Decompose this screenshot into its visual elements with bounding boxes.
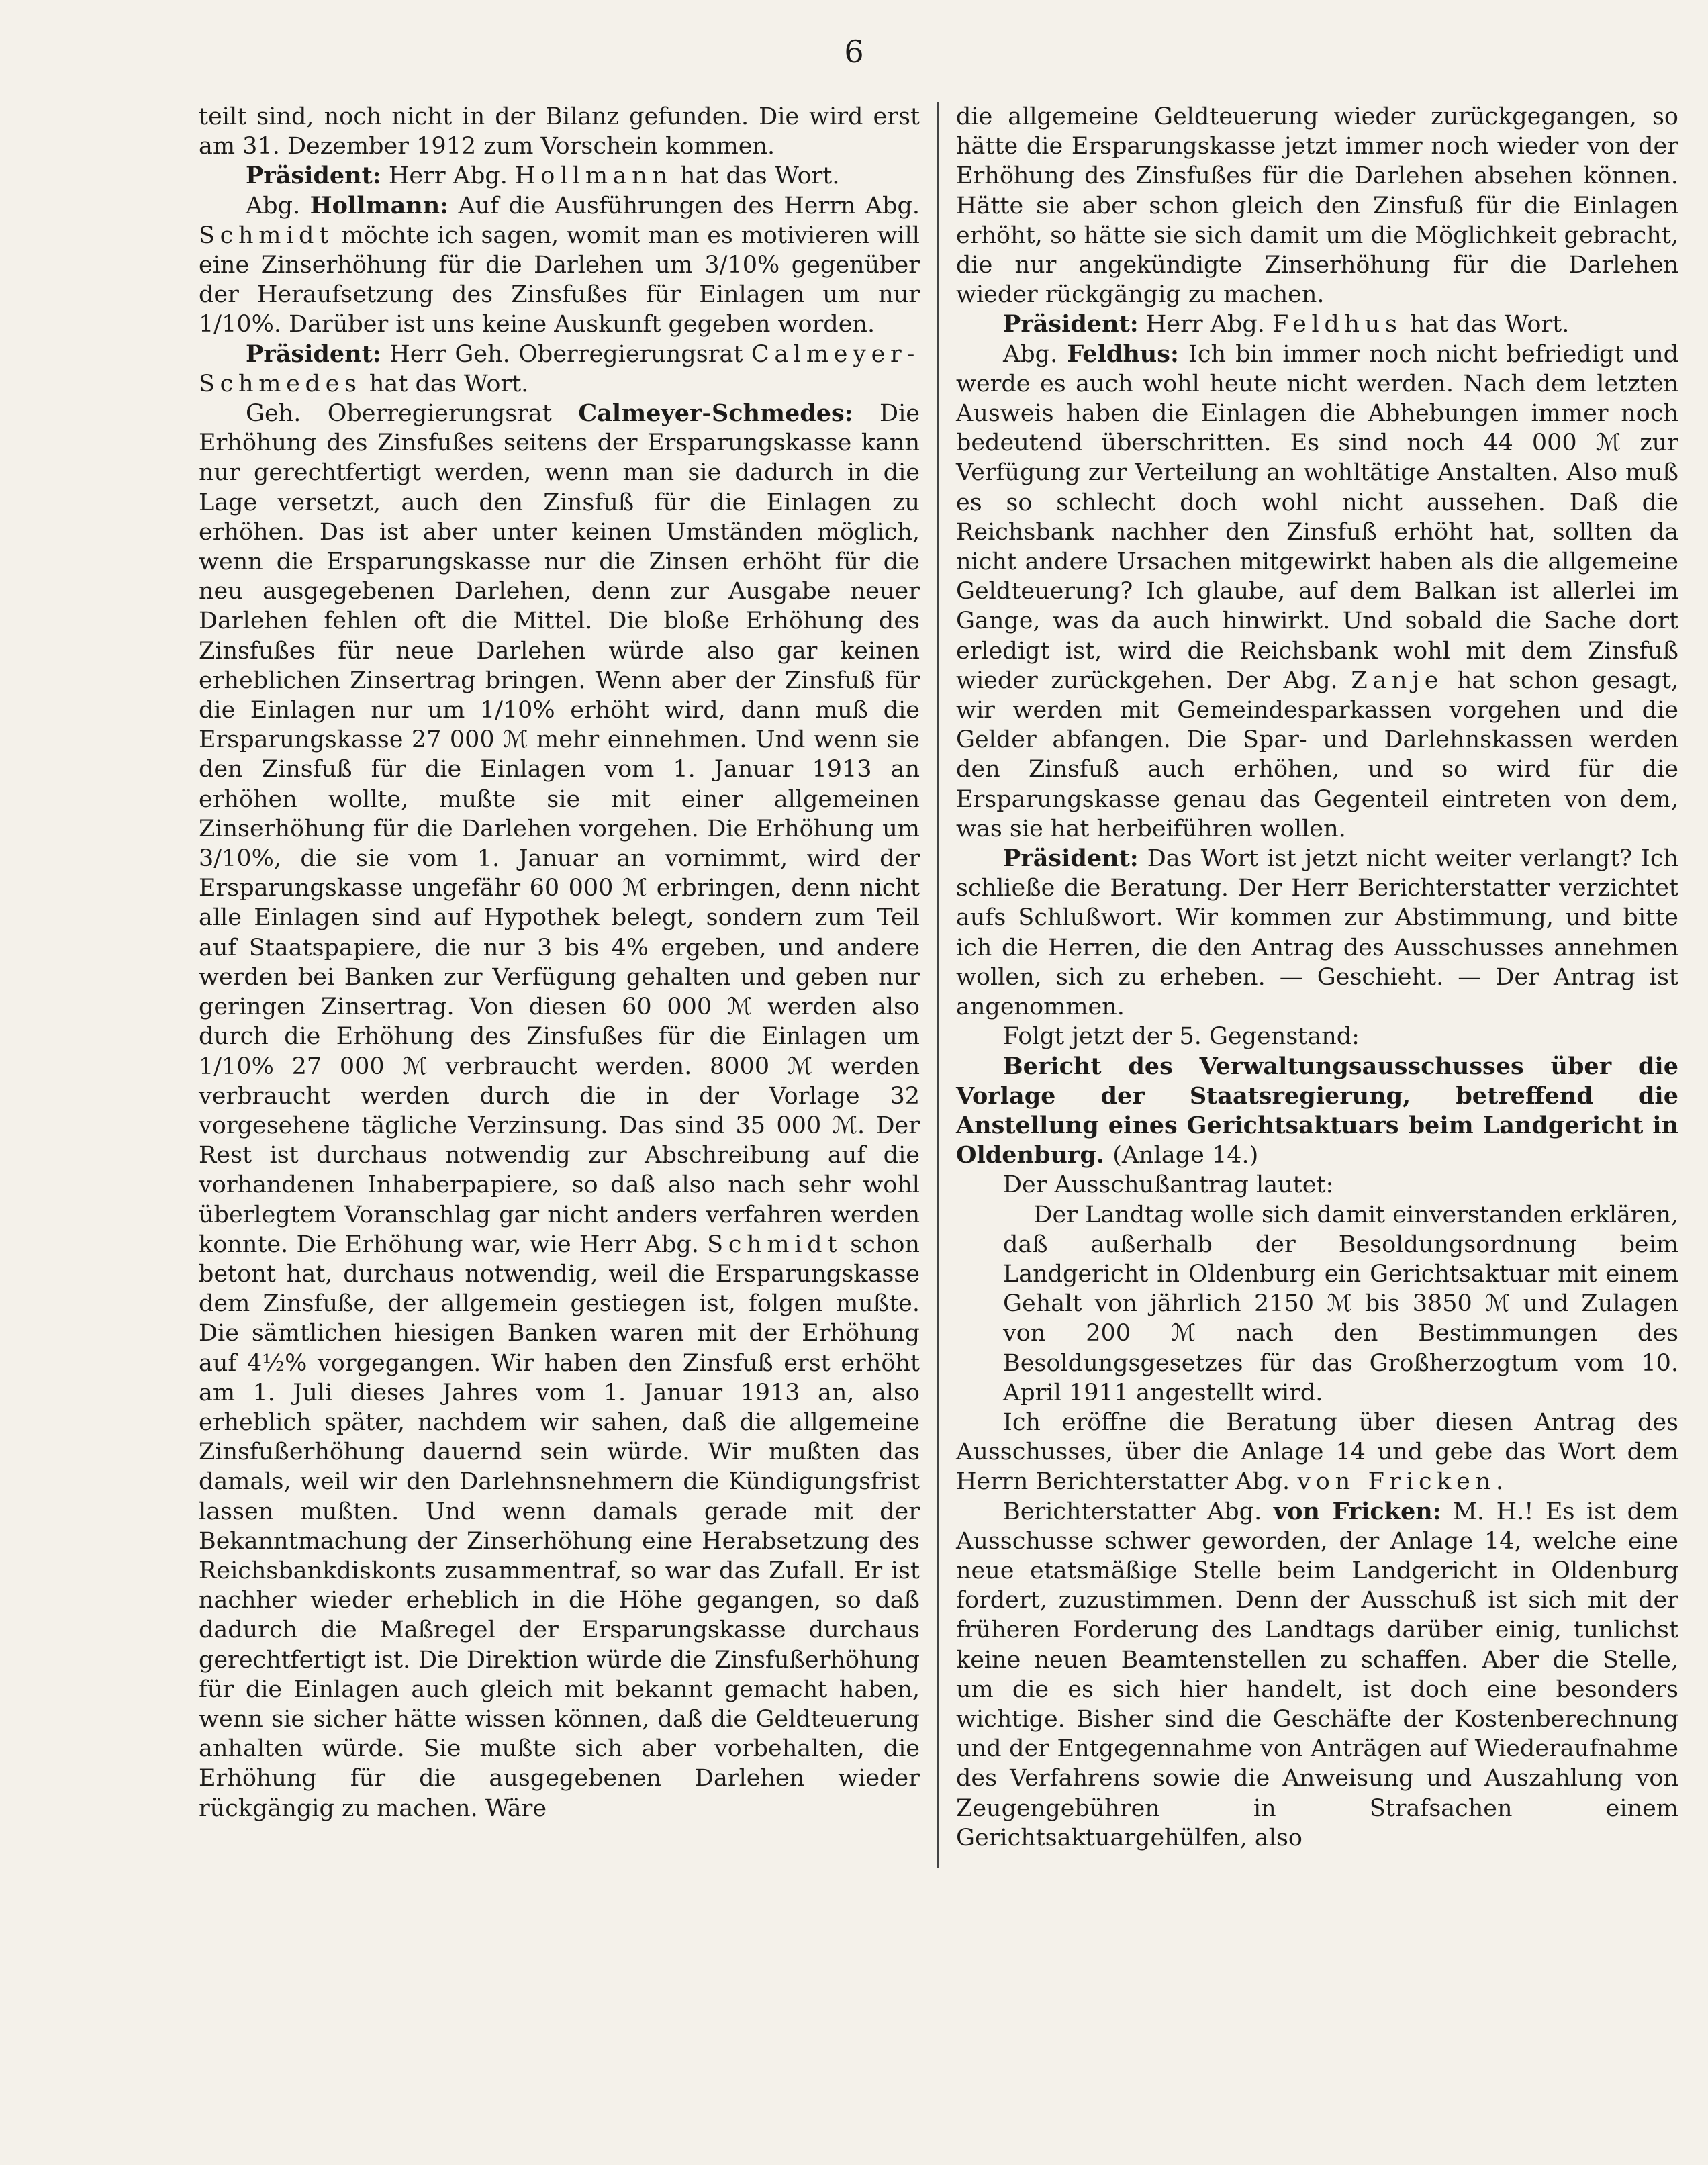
text-span: hat das Wort.: [369, 370, 529, 397]
text-span: hat das Wort.: [679, 162, 840, 190]
paragraph: teilt sind, noch nicht in der Bilanz gefunden. Die wird erst am 31. Dezember 1912 zum Vorschein kommen.: [199, 103, 920, 160]
text-span: 27 000 ℳ verbraucht werden. 8000 ℳ werden verbraucht werden durch die in der Vorlage 32 vorgesehene tägliche Verzinsung. Das sind 35 000 ℳ. Der Rest ist durchaus notwendig zur Abschreibung auf die vorhandenen Inhaberpapiere, so daß also nach sehr wohl überlegtem Voranschlag gar nicht anders verfahren werden konnte. Die Erhöhung war, wie Herr Abg.: [199, 1053, 920, 1258]
paragraph: [956, 844, 1678, 1022]
text-span: die sie vom 1. Januar an vornimmt, wird der Ersparungskasse ungefähr 60 000 ℳ erbringen, denn nicht alle Einlagen sind auf Hypothek belegt, sondern zum Teil auf Staatspapiere, die nur 3 bis 4% ergeben, und andere werden bei Banken zur Verfügung gehalten und geben nur geringen Zinsertrag. Von diesen 60 000 ℳ werden also durch die Erhöhung des Zinsfußes für die Einlagen um: [199, 845, 920, 1051]
right-column: [956, 102, 1678, 1853]
fraction: 1/10%.: [199, 311, 281, 338]
text-span: Herr Abg.: [388, 162, 508, 190]
paragraph: [199, 340, 920, 399]
text-span: Die Erhöhung des Zinsfußes seitens der Ersparungskasse kann nur gerechtfertigt werden, wenn man sie dadurch in die Lage versetzt, auch den Zinsfuß für die Einlagen zu erhöhen. Das ist aber unter keinen Umständen möglich, wenn die Ersparungskasse nur die Zinsen erhöht für die neu ausgegebenen Darlehen, denn zur Ausgabe neuer Darlehen fehlen oft die Mittel. Die bloße Erhöhung des Zinsfußes für neue Darlehen würde also gar keinen erheblichen Zinsertrag bringen. Wenn aber der Zinsfuß für die Einlagen nur um: [199, 400, 920, 724]
text-span: Auf die Ausführungen des Herrn Abg.: [458, 192, 920, 220]
text-span: Das Wort ist jetzt nicht weiter verlangt? Ich schließe die Beratung. Der Herr Berichterstatter verzichtet aufs Schlußwort. Wir kommen zur Abstimmung, und bitte ich die Herren, die den Antrag des Ausschusses annehmen wollen, sich zu erheben. — Geschieht. — Der Antrag ist angenommen.: [956, 845, 1678, 1021]
text-span: Ich eröffne die Beratung über diesen Antrag des Ausschusses, über die Anlage 14 und gebe das Wort dem Herrn Berichterstatter Abg.: [956, 1408, 1678, 1496]
speaker-label: Präsident:: [1003, 310, 1139, 338]
speaker-name: Calmeyer-Schmedes: [199, 340, 920, 397]
paragraph: [956, 1408, 1678, 1497]
speaker-label: von Fricken:: [1273, 1497, 1441, 1525]
paragraph: [956, 340, 1678, 844]
person-name: von Fricken.: [1297, 1468, 1509, 1496]
paragraph: [199, 161, 920, 191]
page-number: 6: [844, 34, 864, 70]
paragraph: [199, 399, 920, 1823]
text-span: Herr Abg.: [1145, 311, 1265, 338]
person-name: Zanje: [1351, 667, 1444, 694]
agenda-reference: (Anlage 14.): [1112, 1142, 1259, 1169]
left-column: [199, 102, 920, 1823]
paragraph: die allgemeine Geldteuerung wieder zurückgegangen, so hätte die Ersparungskasse jetzt immer noch wieder von der Erhöhung des Zinsfußes für die Darlehen absehen können. Hätte sie aber schon gleich den Zinsfuß für die Einlagen erhöht, so hätte sie sich damit um die Möglichkeit gebracht, die nur angekündigte Zinserhöhung für die Darlehen wieder rückgängig zu machen.: [956, 103, 1678, 309]
speaker-label: Hollmann:: [310, 191, 449, 220]
text-span: gegenüber der Heraufsetzung des Zinsfußes für Einlagen um nur: [199, 252, 920, 309]
text-span: Darüber ist uns keine Auskunft gegeben worden.: [289, 311, 875, 338]
text-span: erhöht wird, dann muß die Ersparungskasse 27 000 ℳ mehr einnehmen. Und wenn sie den Zinsfuß für die Einlagen vom 1. Januar 1913 an erhöhen wollte, mußte sie mit einer allgemeinen Zinserhöhung für die Darlehen vorgehen. Die Erhöhung um: [199, 697, 920, 843]
paragraph: Folgt jetzt der 5. Gegenstand:: [1003, 1023, 1360, 1051]
text-span: Abg.: [246, 192, 301, 220]
speaker-label: Calmeyer-Schmedes:: [578, 399, 853, 428]
speaker-label: Feldhus:: [1067, 340, 1179, 368]
paragraph: [199, 191, 920, 340]
paragraph: Der Ausschußantrag lautet:: [1003, 1171, 1334, 1199]
text-span: Geh. Oberregierungsrat: [246, 400, 552, 428]
text-span: M. H.! Es ist dem Ausschusse schwer geworden, der Anlage 14, welche eine neue etatsmäßige Stelle beim Landgericht in Oldenburg fordert, zuzustimmen. Denn der Ausschuß ist sich mit der früheren Forderung des Landtags darüber einig, tunlichst keine neuen Beamtenstellen zu schaffen. Aber die Stelle, um die es sich hier handelt, ist doch eine besonders wichtige. Bisher sind die Geschäfte der Kostenberechnung und der Entgegennahme von Anträgen auf Wiederaufnahme des Verfahrens sowie die Anweisung und Auszahlung von Zeugengebühren in Strafsachen einem Gerichtsaktuargehülfen, also: [956, 1498, 1678, 1851]
person-name: Schmidt: [199, 222, 334, 249]
agenda-item: [956, 1052, 1678, 1171]
fraction: 3/10%: [704, 252, 780, 279]
speaker-label: Präsident:: [246, 162, 381, 190]
motion-text: Der Landtag wolle sich damit einverstanden erklären, daß außerhalb der Besoldungsordnung beim Landgericht in Oldenburg ein Gerichtsaktuar mit einem Gehalt von jährlich 2150 ℳ bis 3850 ℳ und Zulagen von 200 ℳ nach den Bestimmungen des Besoldungsgesetzes für das Großherzogtum vom 10. April 1911 angestellt wird.: [1003, 1201, 1678, 1406]
speaker-name: Hollmann: [515, 162, 673, 190]
speaker-label: Präsident:: [246, 340, 381, 368]
speaker-name: Feldhus: [1272, 311, 1403, 338]
text-span: hat schon gesagt, wir werden mit Gemeindesparkassen vorgehen und die Gelder abfangen. Die Spar- und Darlehnskassen werden den Zinsfuß auch erhöhen, und so wird für die Ersparungskasse genau das Gegenteil eintreten von dem, was sie hat herbeiführen wollen.: [956, 667, 1678, 843]
fraction: 1/10%: [199, 1053, 274, 1080]
text-span: Berichterstatter Abg.: [1003, 1498, 1262, 1525]
text-span: hat das Wort.: [1409, 311, 1570, 338]
text-span: schon betont hat, durchaus notwendig, weil die Ersparungskasse dem Zinsfuße, der allgemein gestiegen ist, folgen mußte. Die sämtlichen hiesigen Banken waren mit der Erhöhung auf 4½% vorgegangen. Wir haben den Zinsfuß erst erhöht am 1. Juli dieses Jahres vom 1. Januar 1913 an, also erheblich später, nachdem wir sahen, daß die allgemeine Zinsfußerhöhung dauernd sein würde. Wir mußten das damals, weil wir den Darlehnsnehmern die Kündigungsfrist lassen mußten. Und wenn damals gerade mit der Bekanntmachung der Zinserhöhung eine Herabsetzung des Reichsbankdiskonts zusammentraf, so war das Zufall. Er ist nachher wieder erheblich in die Höhe gegangen, so daß dadurch die Maßregel der Ersparungskasse durchaus gerechtfertigt ist. Die Direktion würde die Zinsfußerhöhung für die Einlagen auch gleich mit bekannt gemacht haben, wenn sie sicher hätte wissen können, daß die Geldteuerung anhalten würde. Sie mußte sich aber vorbehalten, die Erhöhung für die ausgegebenen Darlehen wieder rückgängig zu machen. Wäre: [199, 1231, 920, 1822]
text-span: Ich bin immer noch nicht befriedigt und werde es auch wohl heute nicht werden. Nach dem letzten Ausweis haben die Einlagen die Abhebungen immer noch bedeutend überschritten. Es sind noch 44 000 ℳ zur Verfügung zur Verteilung an wohltätige Anstalten. Also muß es so schlecht doch wohl nicht aussehen. Daß die Reichsbank nachher den Zinsfuß erhöht hat, sollten da nicht andere Ursachen mitgewirkt haben als die allgemeine Geldteuerung? Ich glaube, auf dem Balkan ist allerlei im Gange, was da auch hinwirkt. Und sobald die Sache dort erledigt ist, wird die Reichsbank wohl mit dem Zinsfuß wieder zurückgehen. Der Abg.: [956, 340, 1678, 694]
column-divider: [937, 102, 939, 1868]
speaker-label: Präsident:: [1003, 845, 1139, 873]
agenda-title: Bericht des Verwaltungsausschusses über die Vorlage der Staatsregierung, betreffend die Anstellung eines Gerichtsaktuars beim Landgericht in Oldenburg.: [956, 1052, 1678, 1169]
paragraph: [956, 1497, 1678, 1853]
text-span: Abg.: [1003, 340, 1058, 368]
text-span: Herr Geh. Oberregierungsrat: [389, 340, 743, 368]
fraction: 3/10%,: [199, 845, 281, 873]
text-span: möchte ich sagen, womit man es motivieren will eine Zinserhöhung für die Darlehen um: [199, 222, 920, 279]
person-name: Schmidt: [707, 1231, 843, 1258]
paragraph: [956, 309, 1678, 339]
fraction: 1/10%: [479, 697, 555, 724]
